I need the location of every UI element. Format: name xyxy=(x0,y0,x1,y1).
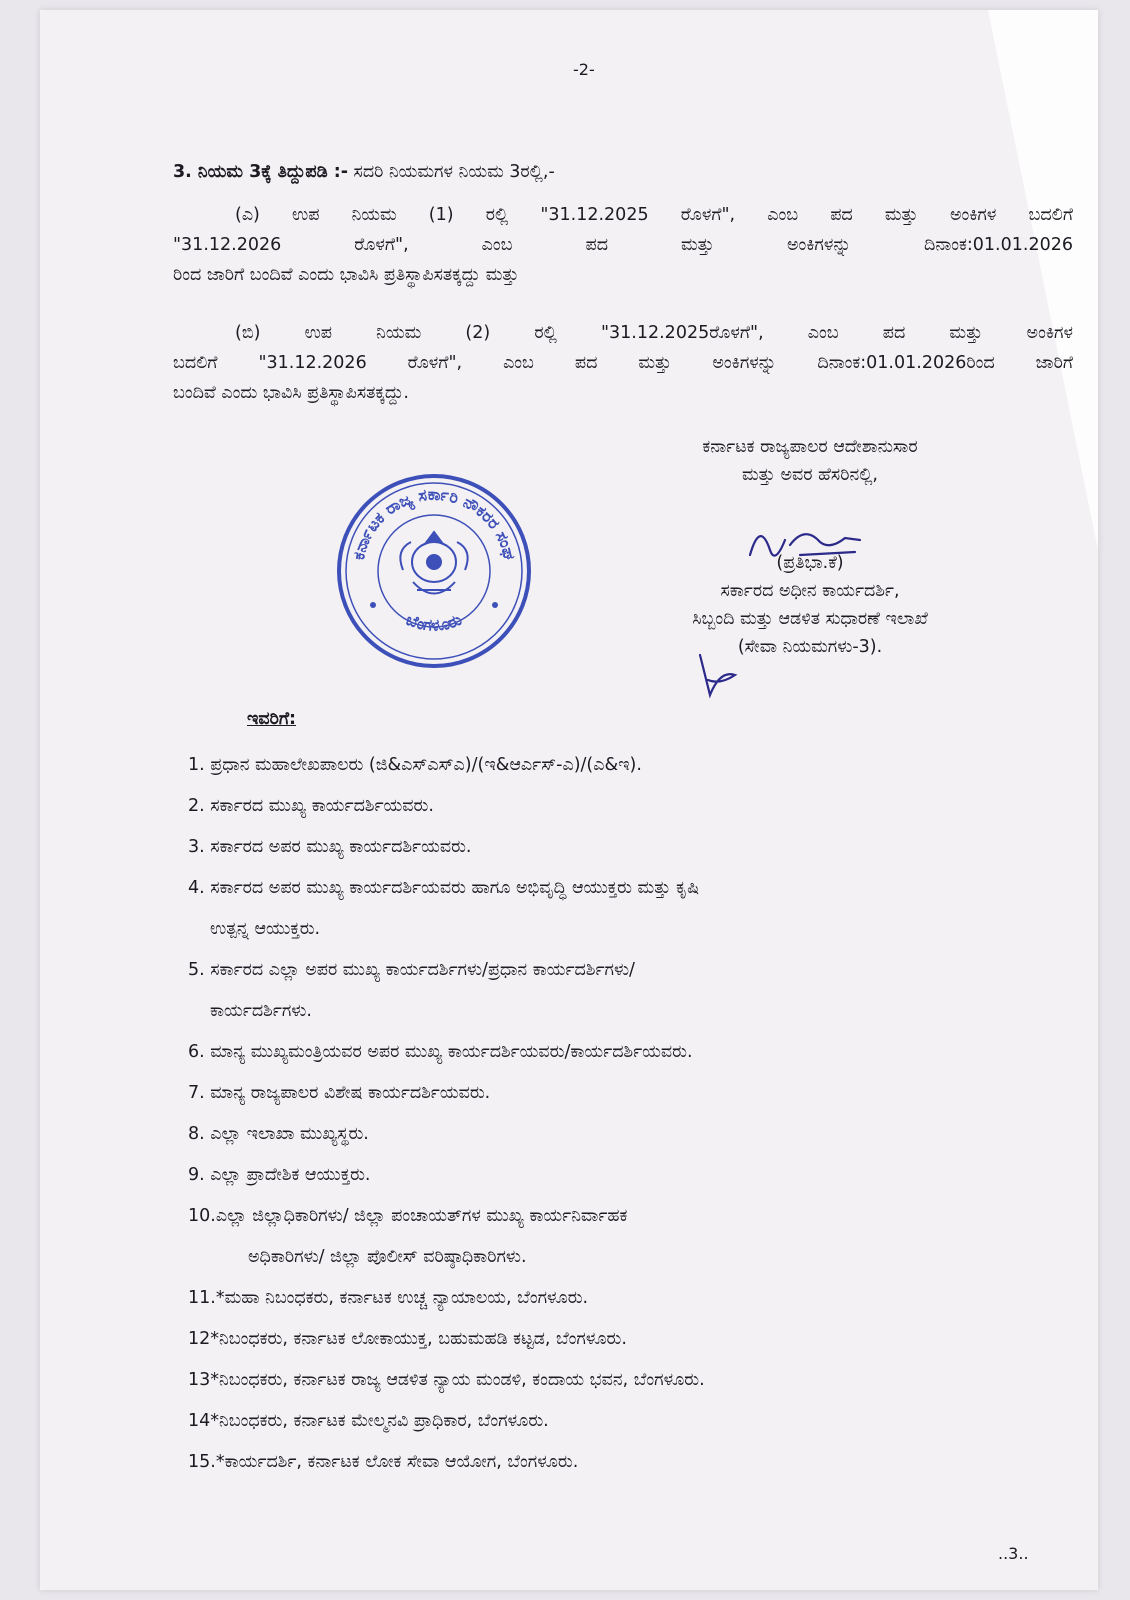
document-page xyxy=(40,10,1098,1590)
rule-heading xyxy=(173,160,555,184)
signatory-name: (ಪ್ರತಿಭಾ.ಕೆ) xyxy=(776,553,844,573)
list-item: 7. ಮಾನ್ಯ ರಾಜ್ಯಪಾಲರ ವಿಶೇಷ ಕಾರ್ಯದರ್ಶಿಯವರು. xyxy=(188,1083,491,1103)
list-item: 3. ಸರ್ಕಾರದ ಅಪರ ಮುಖ್ಯ ಕಾರ್ಯದರ್ಶಿಯವರು. xyxy=(188,837,472,857)
handwritten-initial xyxy=(690,650,750,700)
list-item: 11.*ಮಹಾ ನಿಬಂಧಕರು, ಕರ್ನಾಟಕ ಉಚ್ಚ ನ್ಯಾಯಾಲಯ, ಬೆಂಗಳೂರು. xyxy=(188,1288,589,1308)
list-item: 14*ನಿಬಂಧಕರು, ಕರ್ನಾಟಕ ಮೇಲ್ಮನವಿ ಪ್ರಾಧಿಕಾರ, ಬೆಂಗಳೂರು. xyxy=(188,1411,549,1431)
signature-authority-line: ಕರ್ನಾಟಕ ರಾಜ್ಯಪಾಲರ ಆದೇಶಾನುಸಾರ xyxy=(702,437,918,457)
seal-top-text: ಕರ್ನಾಟಕ ರಾಜ್ಯ ಸರ್ಕಾರಿ ನೌಕರರ ಸಂಘ xyxy=(348,484,520,562)
list-item-continuation: ಉತ್ಪನ್ನ ಆಯುಕ್ತರು. xyxy=(210,919,321,939)
list-item: 1. ಪ್ರಧಾನ ಮಹಾಲೇಖಪಾಲರು (ಜಿ&ಎಸ್ಎಸ್ಎ)/(ಇ&ಆರ್ಎಸ್-ಎ)/(ಎ&ಇ). xyxy=(188,755,642,775)
rule-heading-rest: ಸದರಿ ನಿಯಮಗಳ ನಿಯಮ 3ರಲ್ಲಿ,- xyxy=(353,162,555,182)
list-item: 4. ಸರ್ಕಾರದ ಅಪರ ಮುಖ್ಯ ಕಾರ್ಯದರ್ಶಿಯವರು ಹಾಗೂ ಅಭಿವೃದ್ಧಿ ಆಯುಕ್ತರು ಮತ್ತು ಕೃಷಿ xyxy=(188,878,700,898)
list-item: 8. ಎಲ್ಲಾ ಇಲಾಖಾ ಮುಖ್ಯಸ್ಥರು. xyxy=(188,1124,369,1144)
signature-authority-line: ಮತ್ತು ಅವರ ಹೆಸರಿನಲ್ಲಿ, xyxy=(741,465,878,485)
list-item: 6. ಮಾನ್ಯ ಮುಖ್ಯಮಂತ್ರಿಯವರ ಅಪರ ಮುಖ್ಯ ಕಾರ್ಯದರ್ಶಿಯವರು/ಕಾರ್ಯದರ್ಶಿಯವರು. xyxy=(188,1042,693,1062)
official-seal-stamp xyxy=(333,470,535,672)
paragraph-a-line: (ಎ) ಉಪ ನಿಯಮ (1) ರಲ್ಲಿ "31.12.2025 ರೊಳಗೆ", ಎಂಬ ಪದ ಮತ್ತು ಅಂಕಿಗಳ ಬದಲಿಗೆ xyxy=(235,205,1073,225)
signatory-department: ಸಿಬ್ಬಂದಿ ಮತ್ತು ಆಡಳಿತ ಸುಧಾರಣೆ ಇಲಾಖೆ xyxy=(692,609,928,629)
paragraph-a-line: ರಿಂದ ಜಾರಿಗೆ ಬಂದಿವೆ ಎಂದು ಭಾವಿಸಿ ಪ್ರತಿಸ್ಥಾಪಿಸತಕ್ಕದ್ದು ಮತ್ತು xyxy=(173,265,519,285)
signatory-section: (ಸೇವಾ ನಿಯಮಗಳು-3). xyxy=(737,637,883,657)
seal-emblem-icon xyxy=(400,532,467,594)
rule-heading-label: 3. ನಿಯಮ 3ಕ್ಕೆ ತಿದ್ದುಪಡಿ :- xyxy=(173,162,348,182)
list-item: 5. ಸರ್ಕಾರದ ಎಲ್ಲಾ ಅಪರ ಮುಖ್ಯ ಕಾರ್ಯದರ್ಶಿಗಳು/ಪ್ರಧಾನ ಕಾರ್ಯದರ್ಶಿಗಳು/ xyxy=(188,960,635,980)
page-number: -2- xyxy=(573,60,595,79)
paragraph-a-line: "31.12.2026 ರೊಳಗೆ", ಎಂಬ ಪದ ಮತ್ತು ಅಂಕಿಗಳನ್ನು ದಿನಾಂಕ:01.01.2026 xyxy=(173,235,1073,255)
paragraph-b xyxy=(173,318,1073,408)
next-page-marker: ..3.. xyxy=(998,1544,1029,1563)
paragraph-b-line: ಬದಲಿಗೆ "31.12.2026 ರೊಳಗೆ", ಎಂಬ ಪದ ಮತ್ತು ಅಂಕಿಗಳನ್ನು ದಿನಾಂಕ:01.01.2026ರಿಂದ ಜಾರಿಗೆ xyxy=(173,353,1073,373)
paragraph-b-line: (ಬಿ) ಉಪ ನಿಯಮ (2) ರಲ್ಲಿ "31.12.2025ರೊಳಗೆ", ಎಂಬ ಪದ ಮತ್ತು ಅಂಕಿಗಳ xyxy=(235,323,1073,343)
list-item: 12*ನಿಬಂಧಕರು, ಕರ್ನಾಟಕ ಲೋಕಾಯುಕ್ತ, ಬಹುಮಹಡಿ ಕಟ್ಟಡ, ಬೆಂಗಳೂರು. xyxy=(188,1329,627,1349)
paragraph-a xyxy=(173,200,1073,290)
seal-bottom-text: ಬೆಂಗಳೂರು xyxy=(403,609,465,636)
list-item-continuation: ಕಾರ್ಯದರ್ಶಿಗಳು. xyxy=(210,1001,312,1021)
list-item-continuation: ಅಧಿಕಾರಿಗಳು/ ಜಿಲ್ಲಾ ಪೊಲೀಸ್ ವರಿಷ್ಠಾಧಿಕಾರಿಗಳು. xyxy=(248,1247,527,1267)
list-item: 13*ನಿಬಂಧಕರು, ಕರ್ನಾಟಕ ರಾಜ್ಯ ಆಡಳಿತ ನ್ಯಾಯ ಮಂಡಳಿ, ಕಂದಾಯ ಭವನ, ಬೆಂಗಳೂರು. xyxy=(188,1370,705,1390)
list-item: 9. ಎಲ್ಲಾ ಪ್ರಾದೇಶಿಕ ಆಯುಕ್ತರು. xyxy=(188,1165,371,1185)
recipients-heading: ಇವರಿಗೆ: xyxy=(247,709,297,729)
paragraph-b-line: ಬಂದಿವೆ ಎಂದು ಭಾವಿಸಿ ಪ್ರತಿಸ್ಥಾಪಿಸತಕ್ಕದ್ದು. xyxy=(173,383,409,403)
signatory-designation: ಸರ್ಕಾರದ ಅಧೀನ ಕಾರ್ಯದರ್ಶಿ, xyxy=(720,581,900,601)
list-item: 10.ಎಲ್ಲಾ ಜಿಲ್ಲಾಧಿಕಾರಿಗಳು/ ಜಿಲ್ಲಾ ಪಂಚಾಯತ್‌ಗಳ ಮುಖ್ಯ ಕಾರ್ಯನಿರ್ವಾಹಕ xyxy=(188,1206,628,1226)
list-item: 15.*ಕಾರ್ಯದರ್ಶಿ, ಕರ್ನಾಟಕ ಲೋಕ ಸೇವಾ ಆಯೋಗ, ಬೆಂಗಳೂರು. xyxy=(188,1452,579,1472)
list-item: 2. ಸರ್ಕಾರದ ಮುಖ್ಯ ಕಾರ್ಯದರ್ಶಿಯವರು. xyxy=(188,796,434,816)
